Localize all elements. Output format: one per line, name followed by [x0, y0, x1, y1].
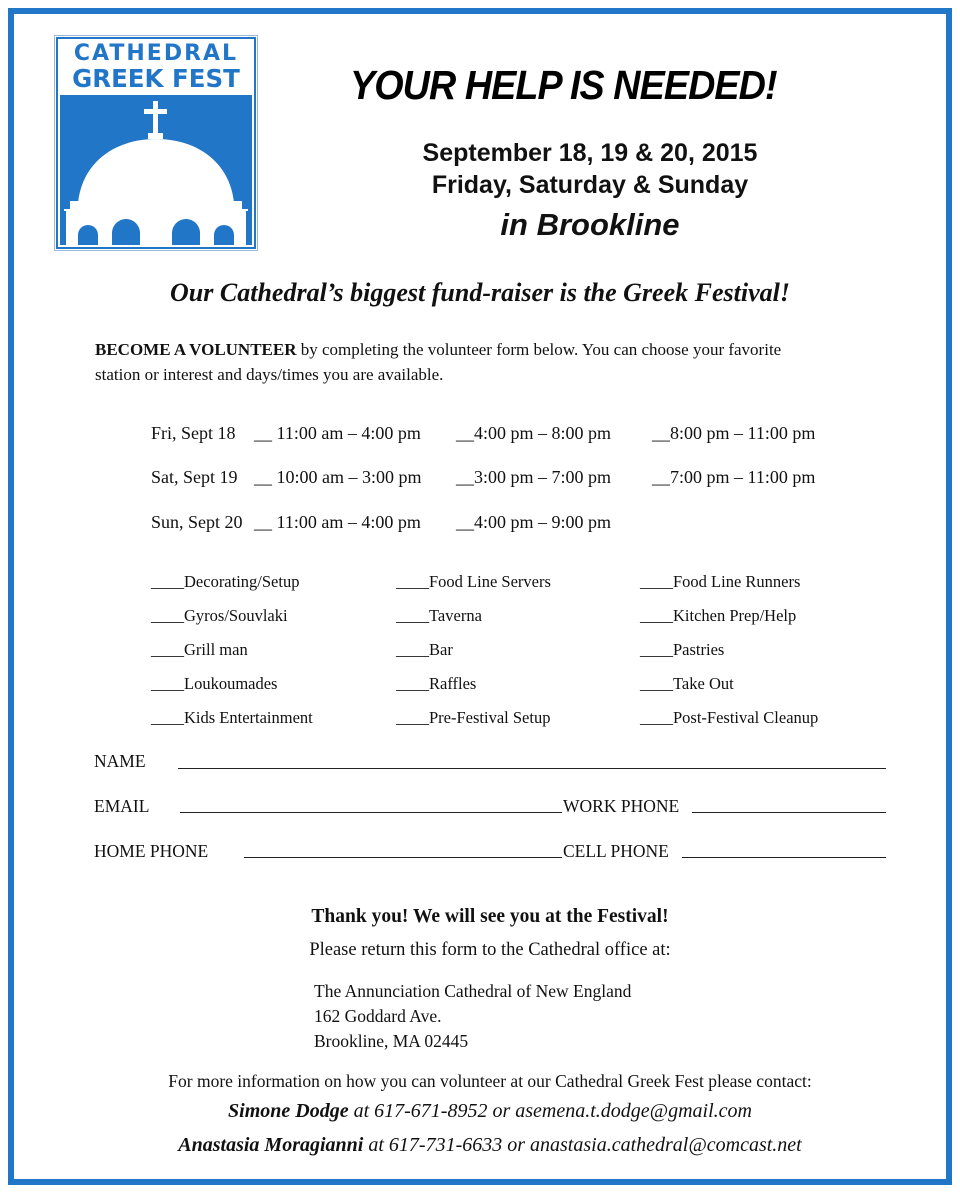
return-instruction: Please return this form to the Cathedral office at:: [309, 940, 671, 960]
schedule-day: Fri, Sept 18: [151, 423, 236, 443]
cell-phone-label: CELL PHONE: [563, 841, 669, 861]
station-option[interactable]: ____Bar: [396, 640, 453, 659]
thanks-heading: Thank you! We will see you at the Festival!: [311, 906, 669, 927]
svg-text:GREEK FEST: GREEK FEST: [72, 64, 240, 93]
festival-dates: September 18, 19 & 20, 2015: [422, 139, 758, 167]
contact-line: [0, 1134, 960, 1157]
station-option[interactable]: ____Raffles: [396, 674, 477, 693]
schedule-slot[interactable]: __7:00 pm – 11:00 pm: [652, 467, 816, 487]
schedule-slot[interactable]: __ 10:00 am – 3:00 pm: [254, 467, 422, 487]
work-phone-field[interactable]: [692, 812, 886, 813]
email-label: EMAIL: [94, 796, 150, 816]
station-option[interactable]: ____Pastries: [640, 640, 725, 659]
station-option[interactable]: ____Gyros/Souvlaki: [151, 606, 288, 625]
station-option[interactable]: ____Grill man: [151, 640, 248, 659]
station-option[interactable]: ____Kids Entertainment: [151, 708, 313, 727]
schedule-slot[interactable]: __4:00 pm – 8:00 pm: [456, 423, 612, 443]
schedule-slot[interactable]: __8:00 pm – 11:00 pm: [652, 423, 816, 443]
name-field[interactable]: [178, 768, 886, 769]
station-option[interactable]: ____Post-Festival Cleanup: [640, 708, 819, 727]
contact-name: Simone Dodge: [228, 1100, 349, 1122]
contact-line: [0, 1100, 960, 1123]
schedule-slot[interactable]: __4:00 pm – 9:00 pm: [456, 512, 612, 532]
intro-paragraph: [95, 337, 895, 387]
contact-detail: at 617-731-6633 or anastasia.cathedral@comcast.net: [363, 1134, 802, 1156]
schedule-slot[interactable]: __ 11:00 am – 4:00 pm: [254, 512, 421, 532]
email-field[interactable]: [180, 812, 562, 813]
intro-line2: station or interest and days/times you are available.: [95, 365, 444, 384]
greek-fest-logo: [54, 35, 258, 251]
station-option[interactable]: ____Pre-Festival Setup: [396, 708, 551, 727]
intro-line1: by completing the volunteer form below. You can choose your favorite: [296, 340, 782, 359]
address-line: Brookline, MA 02445: [314, 1031, 469, 1051]
station-option[interactable]: ____Kitchen Prep/Help: [640, 606, 797, 625]
contact-name: Anastasia Moragianni: [178, 1134, 364, 1156]
tagline: Our Cathedral’s biggest fund-raiser is the Greek Festival!: [170, 278, 790, 307]
station-option[interactable]: ____Taverna: [396, 606, 482, 625]
work-phone-label: WORK PHONE: [563, 796, 680, 816]
schedule-day: Sat, Sept 19: [151, 467, 238, 487]
station-option[interactable]: ____Food Line Servers: [396, 572, 551, 591]
address-line: The Annunciation Cathedral of New England: [314, 981, 632, 1001]
contact-detail: at 617-671-8952 or asemena.t.dodge@gmail.com: [348, 1100, 752, 1122]
cathedral-dome-icon: [54, 35, 258, 251]
station-option[interactable]: ____Food Line Runners: [640, 572, 801, 591]
name-label: NAME: [94, 751, 146, 771]
station-option[interactable]: ____Loukoumades: [151, 674, 278, 693]
schedule-slot[interactable]: __3:00 pm – 7:00 pm: [456, 467, 612, 487]
festival-days: Friday, Saturday & Sunday: [431, 171, 749, 199]
schedule-slot[interactable]: __ 11:00 am – 4:00 pm: [254, 423, 421, 443]
station-option[interactable]: ____Decorating/Setup: [151, 572, 300, 591]
home-phone-field[interactable]: [244, 857, 562, 858]
svg-text:CATHEDRAL: CATHEDRAL: [73, 41, 239, 66]
schedule-day: Sun, Sept 20: [151, 512, 243, 532]
festival-location: in Brookline: [500, 207, 680, 242]
cell-phone-field[interactable]: [682, 857, 886, 858]
home-phone-label: HOME PHONE: [94, 841, 209, 861]
intro-bold: BECOME A VOLUNTEER: [95, 340, 297, 359]
address-line: 162 Goddard Ave.: [314, 1006, 442, 1026]
station-option[interactable]: ____Take Out: [640, 674, 734, 693]
headline: YOUR HELP IS NEEDED!: [350, 62, 777, 108]
more-info-text: For more information on how you can volunteer at our Cathedral Greek Fest please contact:: [168, 1071, 812, 1091]
